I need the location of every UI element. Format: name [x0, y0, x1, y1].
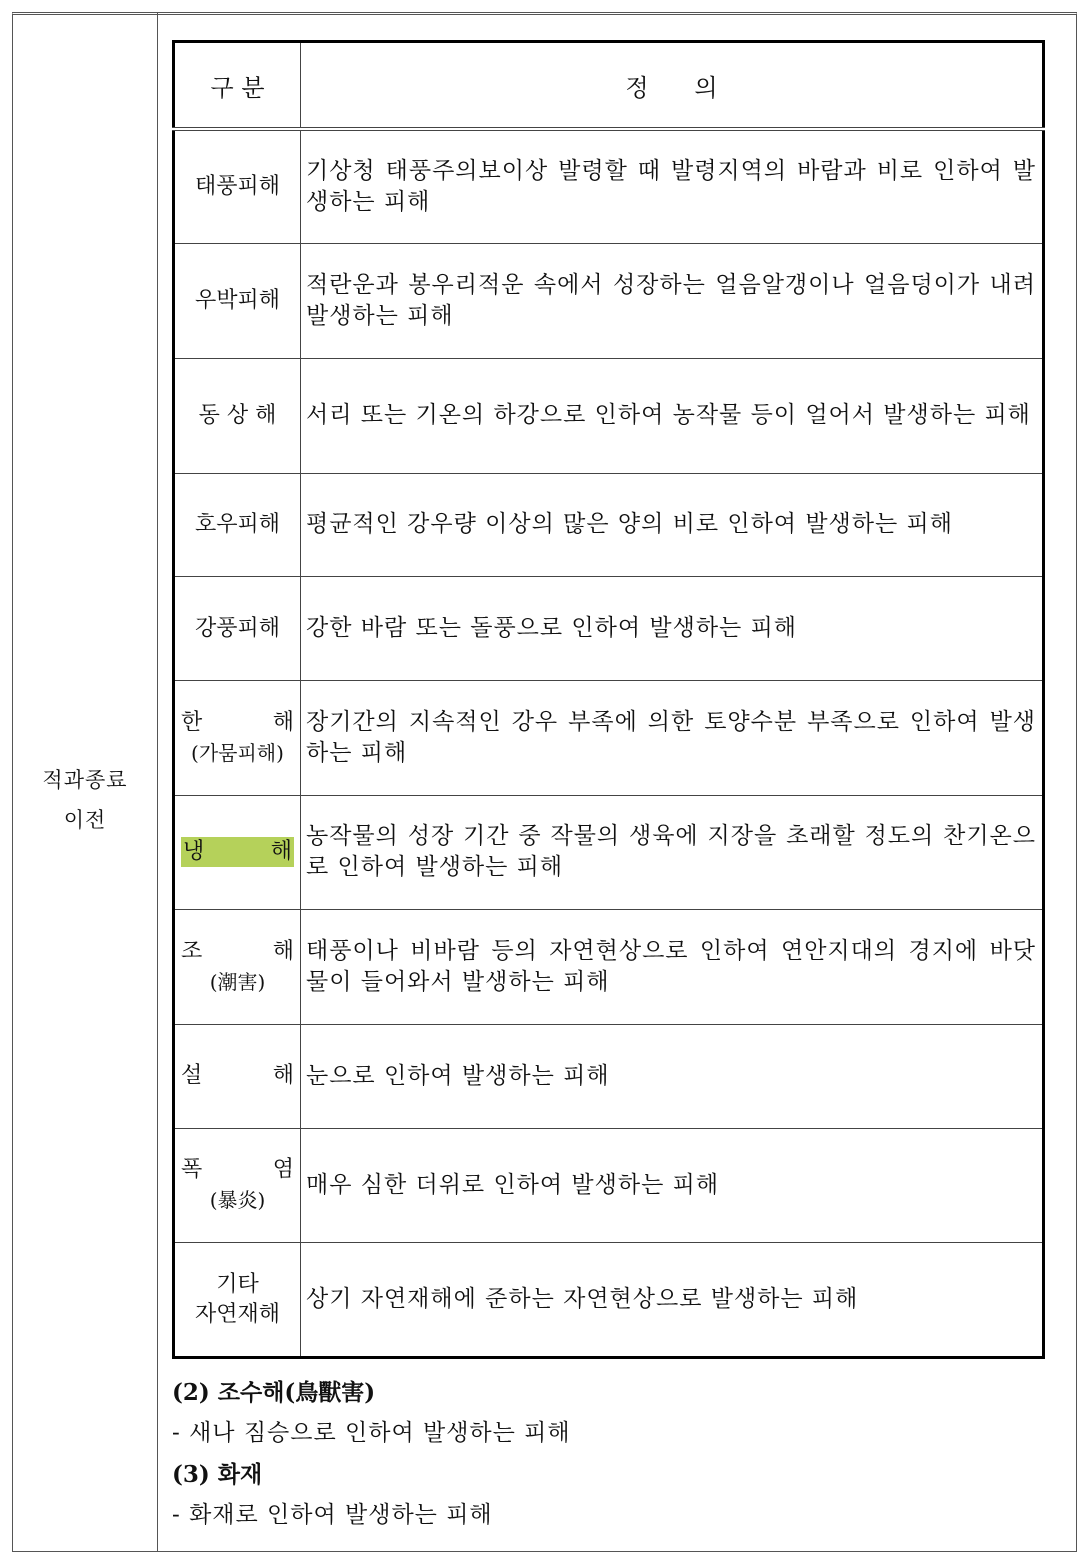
category-cell [174, 1243, 301, 1358]
category-cell [174, 795, 301, 910]
table-row [174, 129, 1044, 244]
header-definition: 정 의 [301, 42, 1044, 130]
table-row [174, 795, 1044, 910]
definition-cell: 눈으로 인하여 발생하는 피해 [301, 1024, 1044, 1128]
definition-cell: 적란운과 봉우리적운 속에서 성장하는 얼음알갱이나 얼음덩이가 내려 발생하는 피해 [301, 244, 1044, 359]
category-label: 호우피해 [194, 511, 280, 537]
table-row [174, 680, 1044, 795]
category-char: 폭 [181, 1157, 203, 1183]
category-label [181, 1061, 294, 1091]
category-cell [174, 244, 301, 359]
category-cell [174, 680, 301, 795]
category-label: 동 상 해 [198, 402, 277, 428]
category-sublabel: (가뭄피해) [191, 740, 284, 765]
table-row [174, 910, 1044, 1025]
category-cell [174, 1128, 301, 1243]
definition-cell: 농작물의 성장 기간 중 작물의 생육에 지장을 초래할 정도의 찬기온으로 인하여 발생하는 피해 [301, 795, 1044, 910]
note-text-bird-beast: - 새나 짐승으로 인하여 발생하는 피해 [172, 1420, 571, 1446]
note-heading-fire: (3) 화재 [172, 1461, 263, 1488]
category-label: 우박피해 [194, 288, 280, 314]
table-row [174, 1128, 1044, 1243]
category-cell [174, 910, 301, 1025]
column-divider [157, 12, 158, 1552]
note-text-fire: - 화재로 인하여 발생하는 피해 [172, 1502, 493, 1528]
definition-cell: 태풍이나 비바람 등의 자연현상으로 인하여 연안지대의 경지에 바닷물이 들어와서 발생하는 피해 [301, 910, 1044, 1025]
category-char: 해 [272, 1063, 294, 1089]
definition-cell: 평균적인 강우량 이상의 많은 양의 비로 인하여 발생하는 피해 [301, 473, 1044, 577]
category-char: 설 [181, 1063, 203, 1089]
category-cell [174, 358, 301, 473]
damage-definition-table [172, 40, 1045, 1359]
category-char: 염 [272, 1157, 294, 1183]
definition-cell: 상기 자연재해에 준하는 자연현상으로 발생하는 피해 [301, 1243, 1044, 1358]
category-label: 태풍피해 [194, 174, 280, 200]
category-label: 기타 [216, 1271, 259, 1297]
category-label: 자연재해 [194, 1301, 280, 1327]
category-char: 조 [181, 939, 203, 965]
table-header-row [174, 42, 1044, 130]
stage-label-line2: 이전 [63, 808, 107, 832]
definition-cell: 서리 또는 기온의 하강으로 인하여 농작물 등이 얼어서 발생하는 피해 [301, 358, 1044, 473]
category-cell [174, 129, 301, 244]
table-row [174, 1243, 1044, 1358]
table-row [174, 473, 1044, 577]
category-cell [174, 577, 301, 681]
category-label [181, 1155, 294, 1185]
definition-cell: 강한 바람 또는 돌풍으로 인하여 발생하는 피해 [301, 577, 1044, 681]
table-row [174, 244, 1044, 359]
notes-section [172, 1372, 1052, 1536]
category-label: 강풍피해 [194, 615, 280, 641]
header-category: 구 분 [174, 42, 301, 130]
category-char: 냉 [183, 839, 205, 865]
category-sublabel: (潮害) [209, 970, 266, 995]
category-label [181, 708, 294, 738]
definition-cell: 기상청 태풍주의보이상 발령할 때 발령지역의 바람과 비로 인하여 발생하는 피해 [301, 129, 1044, 244]
note-heading-bird-beast: (2) 조수해(鳥獸害) [172, 1379, 376, 1406]
category-char: 해 [272, 709, 294, 735]
category-char: 해 [272, 939, 294, 965]
category-cell [174, 473, 301, 577]
definition-cell: 장기간의 지속적인 강우 부족에 의한 토양수분 부족으로 인하여 발생하는 피해 [301, 680, 1044, 795]
category-cell [174, 1024, 301, 1128]
table-row [174, 577, 1044, 681]
category-label [181, 937, 294, 967]
definition-cell: 매우 심한 더위로 인하여 발생하는 피해 [301, 1128, 1044, 1243]
category-char: 한 [181, 709, 203, 735]
category-sublabel: (暴炎) [209, 1188, 266, 1213]
stage-label [13, 760, 157, 840]
table-row [174, 358, 1044, 473]
stage-label-line1: 적과종료 [42, 768, 128, 792]
table-row [174, 1024, 1044, 1128]
highlighted-category-label [181, 837, 294, 867]
category-char: 해 [270, 839, 292, 865]
